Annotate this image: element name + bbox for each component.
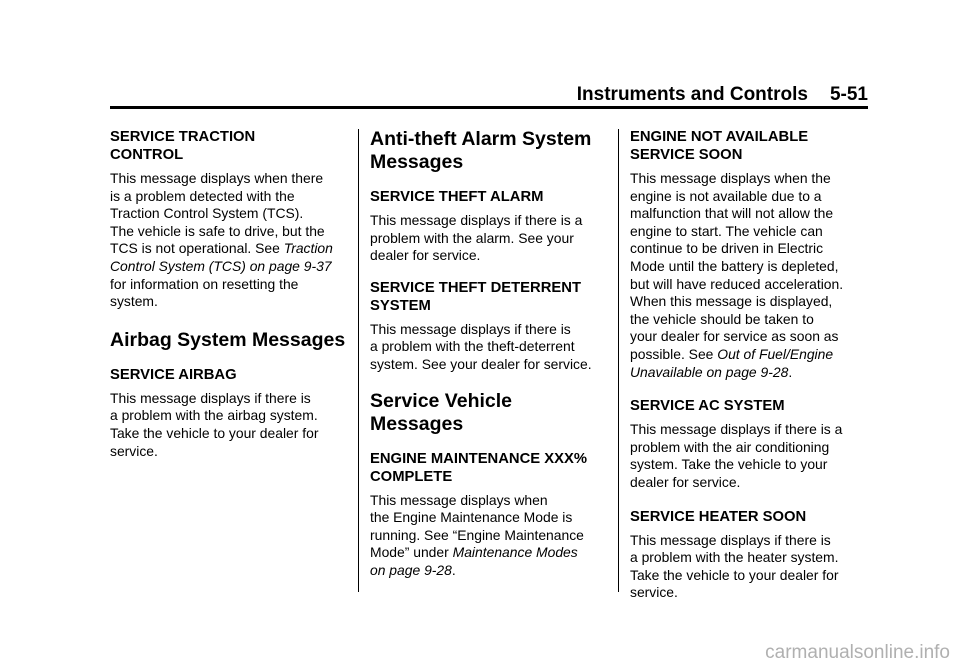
- page-number: 5-51: [829, 84, 868, 105]
- heading-service-ac-system: SERVICE AC SYSTEM: [630, 398, 785, 415]
- section-title: Instruments and Controls: [576, 84, 808, 105]
- link-traction-control-ref[interactable]: Traction Control System (TCS) on page 9-37: [110, 240, 333, 274]
- paragraph-service-theft-deterrent: This message displays if there is a problem with the theft-deterrent system. See your dealer for service.: [370, 320, 592, 372]
- column-divider-1: [358, 129, 359, 592]
- heading-service-airbag: SERVICE AIRBAG: [110, 366, 237, 383]
- running-header: [110, 84, 868, 106]
- heading-service-theft-deterrent: SERVICE THEFT DETERRENT SYSTEM: [370, 279, 582, 314]
- heading-service-vehicle-messages: Service Vehicle Messages: [370, 389, 513, 435]
- link-out-of-fuel-ref[interactable]: Out of Fuel/Engine Unavailable on page 9-28: [630, 345, 834, 380]
- column-divider-2: [618, 129, 619, 592]
- heading-engine-maintenance: ENGINE MAINTENANCE XXX% COMPLETE: [370, 450, 588, 485]
- paragraph-service-theft-alarm: This message displays if there is a problem with the alarm. See your dealer for service.: [370, 212, 583, 264]
- header-rule: [110, 106, 868, 109]
- heading-anti-theft-alarm-messages: Anti-theft Alarm System Messages: [370, 128, 592, 173]
- paragraph-service-airbag: This message displays if there is a problem with the airbag system. Take the vehicle to your dealer for service.: [110, 389, 319, 459]
- paragraph-traction-control: This message displays when there is a problem detected with the Traction Control System (TCS). The vehicle is safe to drive, but the TCS is not operational. See Traction Control System (TCS) on page 9-37 for information on resetting the system.: [110, 170, 333, 310]
- paragraph-engine-maintenance: This message displays when the Engine Maintenance Mode is running. See “Engine Maintenance Mode” under Maintenance Modes on page 9-28.: [370, 491, 584, 578]
- heading-airbag-system-messages: Airbag System Messages: [110, 328, 346, 351]
- paragraph-service-heater-soon: This message displays if there is a problem with the heater system. Take the vehicle to your dealer for service.: [630, 531, 839, 601]
- paragraph-engine-not-available: This message displays when the engine is not available due to a malfunction that will not allow the engine to start. The vehicle can continue to be driven in Electric Mode until the battery is depleted, but will have reduced acceleration. When this message is displayed, the vehicle should be taken to your dealer for service as soon as possible. See Out of Fuel/Engine Unavailable on page 9-28.: [630, 170, 844, 380]
- paragraph-service-ac-system: This message displays if there is a problem with the air conditioning system. Take the vehicle to your dealer for service.: [630, 421, 843, 490]
- column-right: [630, 128, 870, 616]
- heading-engine-not-available: ENGINE NOT AVAILABLE SERVICE SOON: [630, 129, 809, 163]
- heading-service-heater-soon: SERVICE HEATER SOON: [630, 508, 807, 525]
- column-left: [110, 128, 350, 474]
- heading-service-traction-control: SERVICE TRACTION CONTROL: [110, 129, 256, 163]
- column-middle: [370, 128, 610, 594]
- heading-service-theft-alarm: SERVICE THEFT ALARM: [370, 189, 544, 205]
- link-maintenance-modes-ref[interactable]: Maintenance Modes on page 9-28: [370, 544, 578, 578]
- watermark: carmanualsonline.info: [765, 642, 950, 663]
